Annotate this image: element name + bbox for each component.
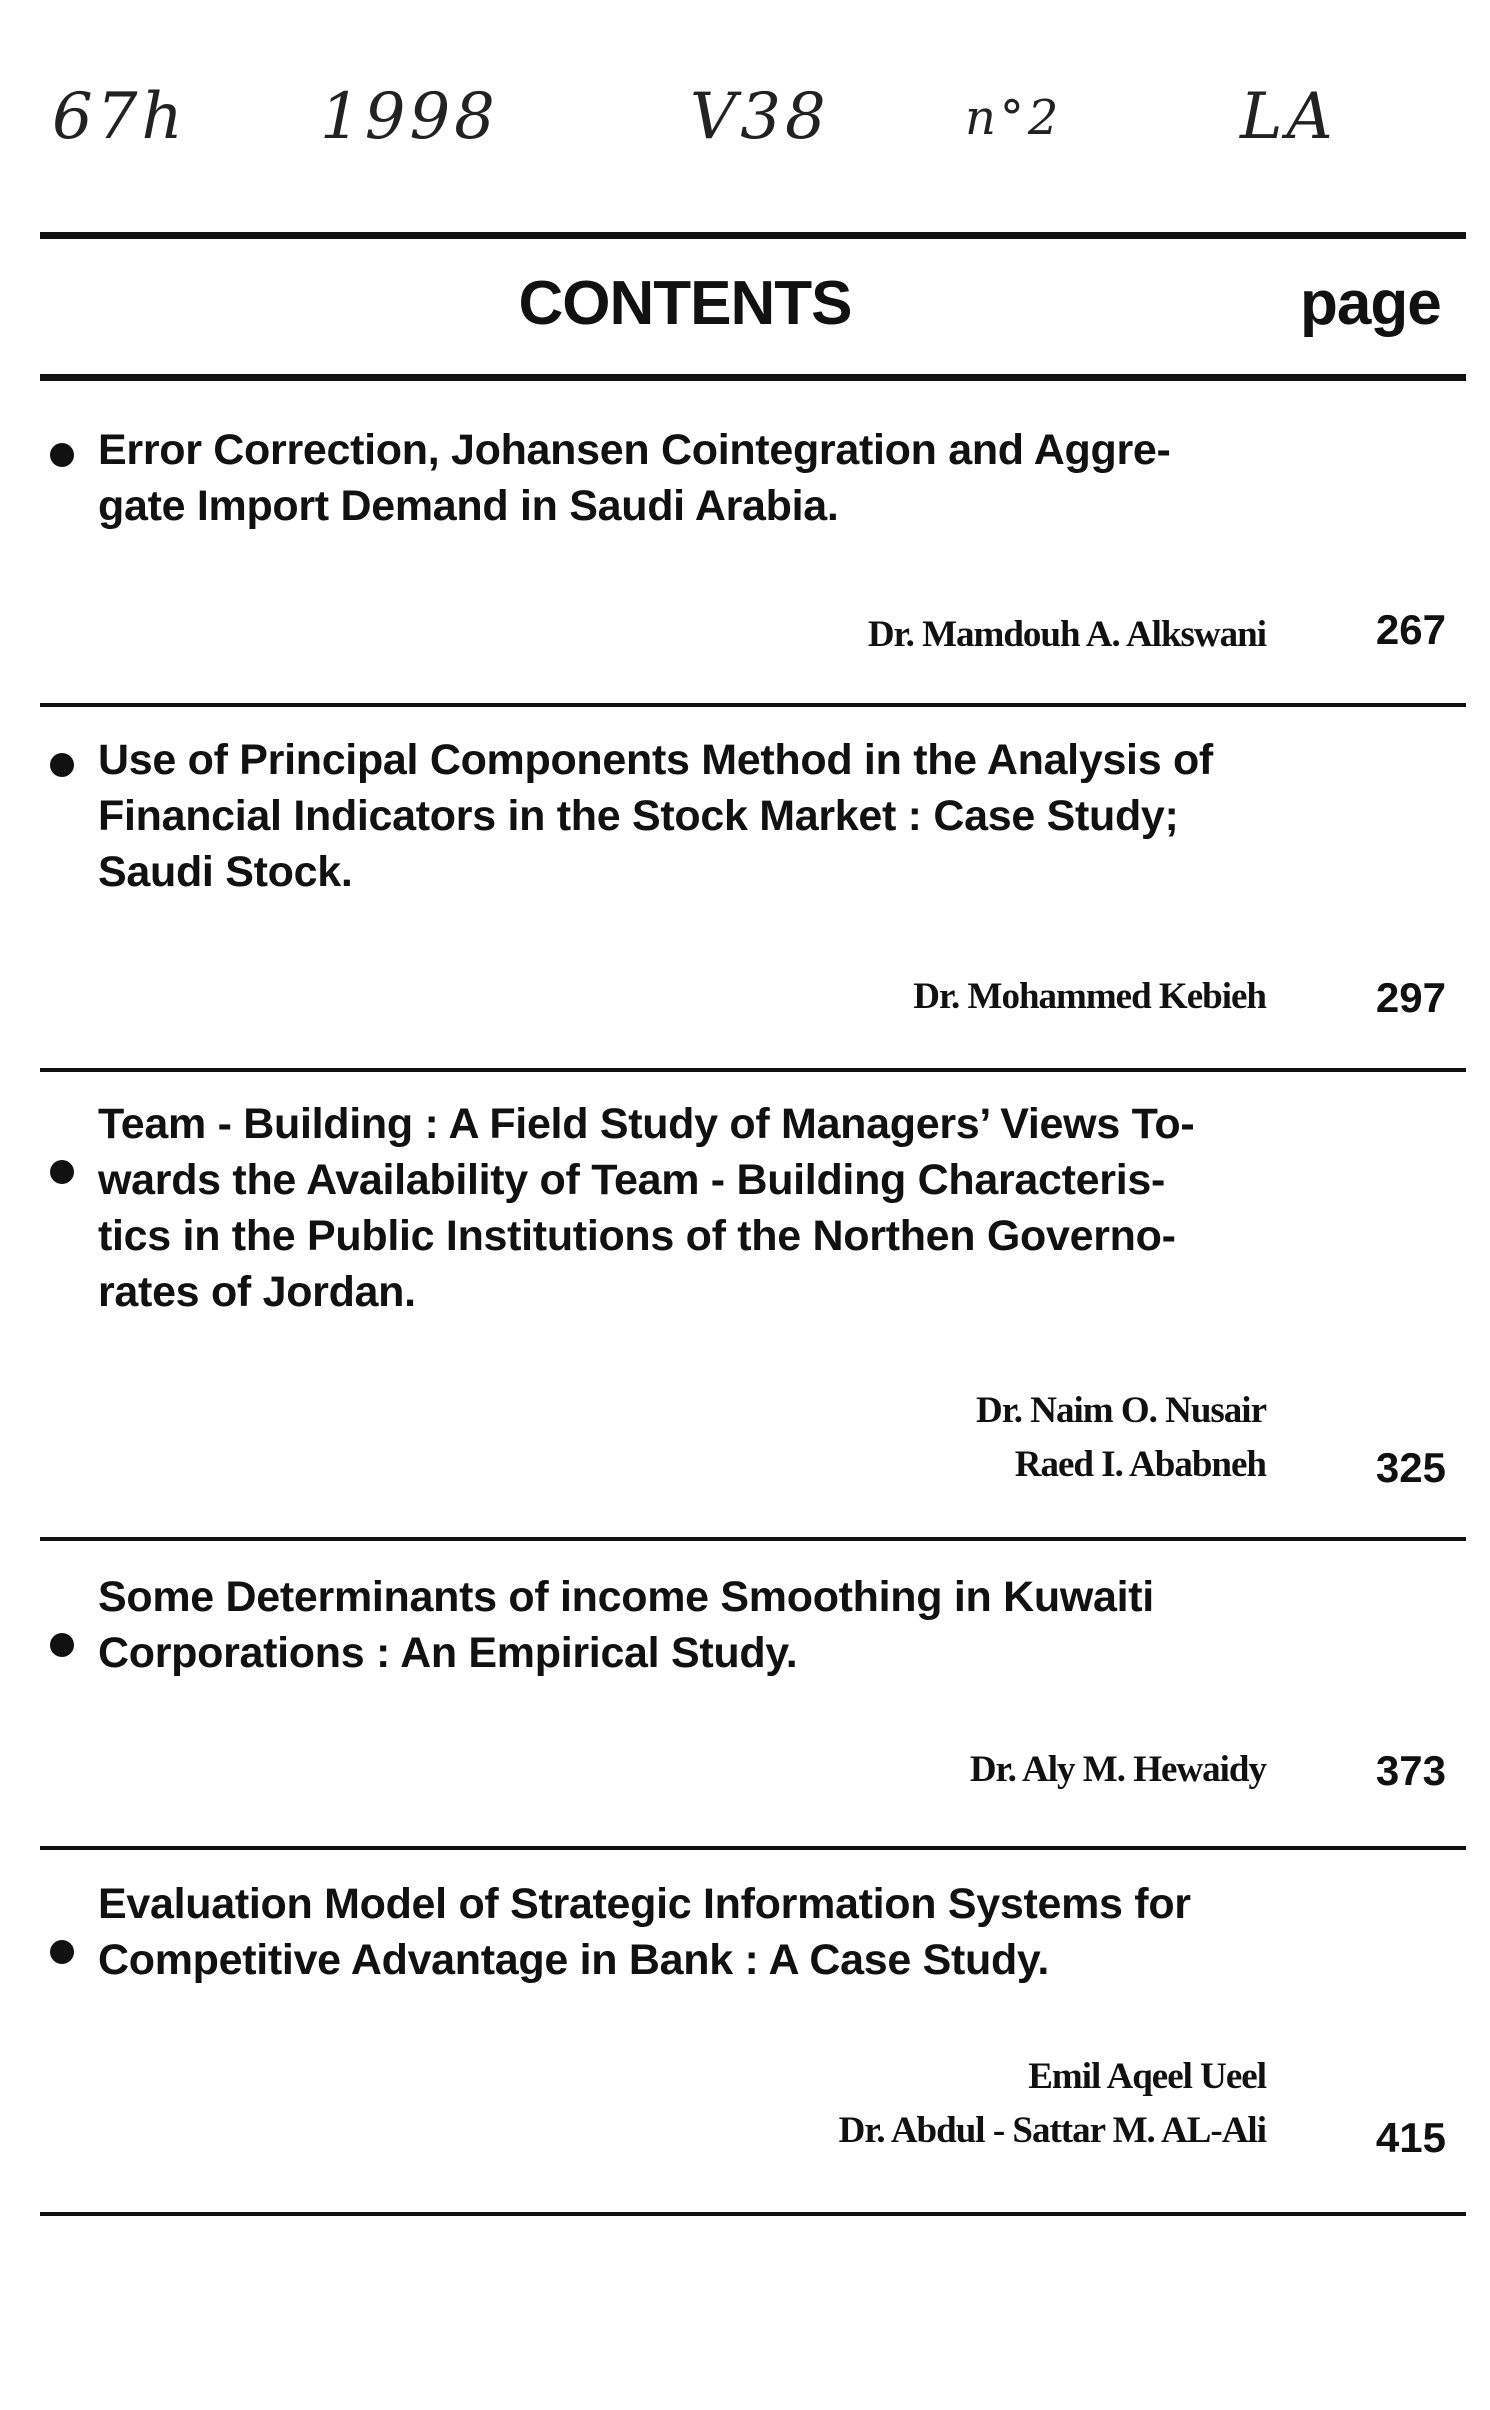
article-authors [868, 608, 1266, 662]
entry-divider [40, 1068, 1466, 1072]
handwritten-call-number: 67h [52, 80, 187, 154]
contents-heading: CONTENTS [518, 269, 852, 338]
article-authors [976, 1384, 1266, 1492]
page-number: 297 [1375, 974, 1446, 1021]
entry-divider [40, 1846, 1466, 1850]
handwritten-year: 1998 [320, 80, 499, 154]
header-bottom-rule [40, 374, 1466, 381]
author-name: Dr. Naim O. Nusair [976, 1390, 1266, 1431]
author-name: Dr. Abdul - Sattar M. AL-Ali [838, 2110, 1266, 2151]
article-authors [970, 1743, 1266, 1797]
article-authors [913, 970, 1266, 1024]
title-line: tics in the Public Institutions of the Northen Governo- [98, 1212, 1176, 1260]
bullet-icon [50, 443, 74, 467]
handwritten-volume: V38 [690, 80, 830, 154]
title-line: Competitive Advantage in Bank : A Case Study. [98, 1936, 1049, 1984]
bullet-icon [50, 1633, 74, 1657]
title-line: wards the Availability of Team - Building Characteris- [98, 1156, 1165, 1204]
title-line: Team - Building : A Field Study of Managers’ Views To- [98, 1100, 1195, 1148]
title-line: Error Correction, Johansen Cointegration and Aggre- [98, 426, 1171, 474]
title-line: Evaluation Model of Strategic Information Systems for [98, 1880, 1191, 1928]
author-name: Dr. Aly M. Hewaidy [969, 1749, 1266, 1790]
page-number: 415 [1375, 2114, 1446, 2161]
entry-divider [40, 703, 1466, 707]
handwritten-annotation [0, 60, 1490, 170]
title-line: Use of Principal Components Method in the Analysis of [98, 736, 1213, 784]
bullet-icon [50, 753, 74, 777]
article-title [98, 732, 1328, 900]
article-title [98, 1876, 1330, 1988]
handwritten-initials: LA [1240, 80, 1337, 154]
handwritten-issue: n°2 [965, 90, 1063, 146]
title-line: Saudi Stock. [98, 848, 353, 896]
page-column-heading: page [1300, 269, 1441, 338]
bullet-icon [50, 1940, 74, 1964]
title-line: gate Import Demand in Saudi Arabia. [98, 482, 839, 530]
article-title [98, 1569, 1330, 1681]
title-line: Some Determinants of income Smoothing in Kuwaiti [98, 1573, 1154, 1621]
article-title [98, 1096, 1328, 1320]
contents-bottom-rule [40, 2212, 1466, 2216]
author-name: Emil Aqeel Ueel [1028, 2056, 1266, 2097]
header-top-rule [40, 232, 1466, 239]
title-line: Corporations : An Empirical Study. [98, 1629, 798, 1677]
page-number: 267 [1375, 606, 1446, 653]
author-name: Dr. Mamdouh A. Alkswani [867, 614, 1266, 655]
article-title [98, 422, 1328, 534]
title-line: Financial Indicators in the Stock Market : Case Study; [98, 792, 1179, 840]
page-number: 373 [1375, 1747, 1446, 1794]
page-number: 325 [1375, 1444, 1446, 1491]
entry-divider [40, 1537, 1466, 1541]
article-authors [839, 2050, 1266, 2158]
bullet-icon [50, 1160, 74, 1184]
title-line: rates of Jordan. [98, 1268, 416, 1316]
author-name: Raed I. Ababneh [1014, 1444, 1266, 1485]
author-name: Dr. Mohammed Kebieh [913, 976, 1266, 1017]
